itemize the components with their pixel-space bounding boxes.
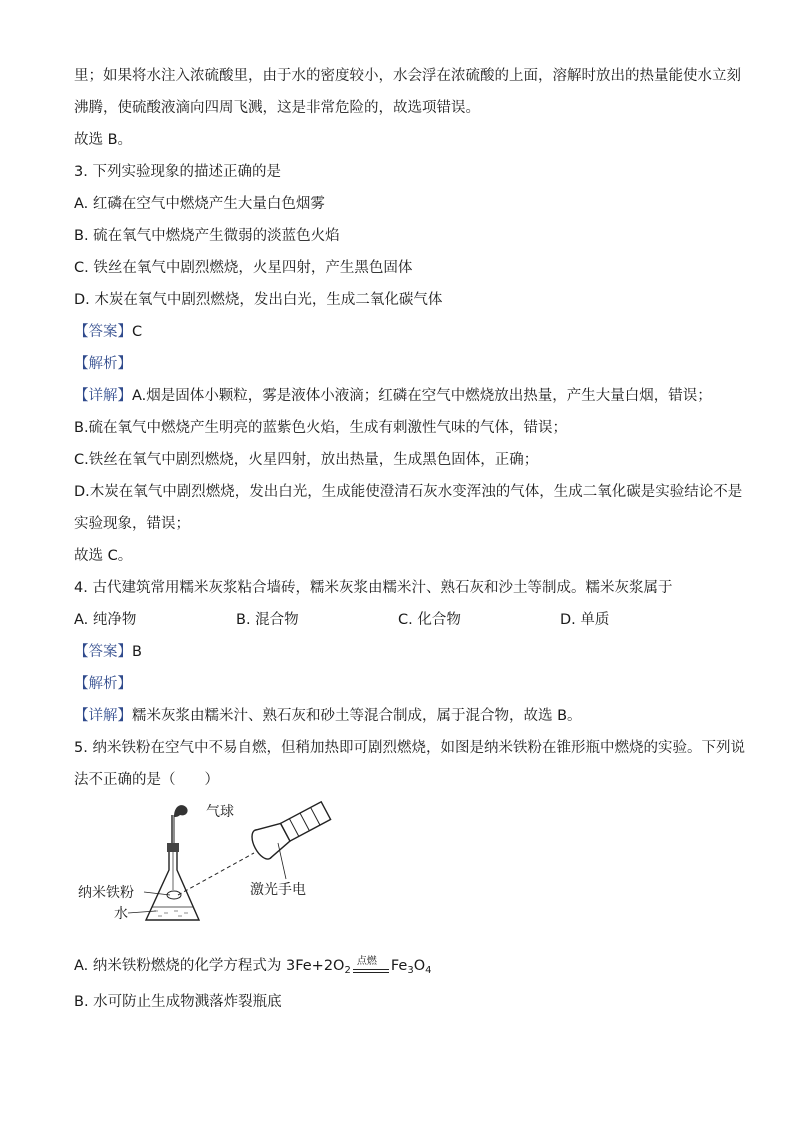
detail-text: 糯米灰浆由糯米汁、熟石灰和砂土等混合制成，属于混合物，故选 B。	[132, 708, 582, 724]
q4-analysis-tag: 【解析】	[74, 676, 132, 692]
flask-diagram	[74, 795, 334, 935]
q5-stem-line-1: 5. 纳米铁粉在空气中不易自燃，但稍加热即可剧烈燃烧，如图是纳米铁粉在锥形瓶中燃烧的实验。下列说	[74, 740, 745, 756]
q4-answer	[74, 642, 142, 662]
subscript: 4	[425, 965, 432, 976]
q3-detail-b: B.硫在氧气中燃烧产生明亮的蓝紫色火焰，生成有刺激性气味的气体，错误；	[74, 420, 568, 436]
stopper	[167, 843, 179, 852]
option-a-text: A. 纳米铁粉燃烧的化学方程式为 3Fe+2O	[74, 958, 345, 974]
prev-explanation-line-1: 里；如果将水注入浓硫酸里，由于水的密度较小，水会浮在浓硫酸的上面，溶解时放出的热量能使水立刻	[74, 68, 741, 84]
flashlight-label: 激光手电	[250, 882, 306, 898]
q4-stem: 4. 古代建筑常用糯米灰浆粘合墙砖，糯米灰浆由糯米汁、熟石灰和沙土等制成。糯米灰浆属于	[74, 580, 673, 596]
q5-option-a	[74, 956, 432, 981]
q3-option-a: A. 红磷在空气中燃烧产生大量白色烟雾	[74, 196, 325, 212]
subscript: 2	[344, 965, 351, 976]
q4-detail	[74, 706, 582, 726]
water-level	[146, 907, 199, 920]
laser-beam	[178, 853, 254, 895]
q4-option-d: D. 单质	[560, 612, 610, 628]
reaction-condition	[351, 956, 391, 976]
answer-value: C	[132, 324, 143, 340]
balloon-shape	[174, 805, 188, 817]
experiment-figure	[74, 795, 334, 935]
q4-option-a: A. 纯净物	[74, 612, 137, 628]
q3-choose: 故选 C。	[74, 548, 133, 564]
q3-stem: 3. 下列实验现象的描述正确的是	[74, 164, 281, 180]
iron-powder-label: 纳米铁粉	[78, 885, 134, 901]
condition-text: 点燃	[356, 956, 377, 967]
q3-answer	[74, 322, 142, 342]
equals-line-top	[353, 969, 389, 970]
q5-stem-line-2: 法不正确的是（ ）	[74, 772, 219, 788]
detail-text: A.烟是固体小颗粒，雾是液体小液滴；红磷在空气中燃烧放出热量，产生大量白烟，错误；	[132, 388, 712, 404]
q3-detail-c: C.铁丝在氧气中剧烈燃烧，火星四射，放出热量，生成黑色固体，正确；	[74, 452, 539, 468]
product-o: O	[413, 958, 426, 974]
answer-tag: 【答案】	[74, 324, 132, 340]
prev-choose: 故选 B。	[74, 132, 133, 148]
water-label: 水	[114, 906, 128, 922]
balloon-label: 气球	[206, 804, 234, 820]
q3-option-d: D. 木炭在氧气中剧烈燃烧，发出白光，生成二氧化碳气体	[74, 292, 443, 308]
q4-option-b: B. 混合物	[236, 612, 299, 628]
subscript: 3	[407, 965, 414, 976]
q3-option-c: C. 铁丝在氧气中剧烈燃烧，火星四射，产生黑色固体	[74, 260, 413, 276]
answer-value: B	[132, 644, 142, 660]
q5-option-b: B. 水可防止生成物溅落炸裂瓶底	[74, 994, 282, 1010]
q3-detail-a	[74, 386, 712, 406]
prev-explanation-line-2: 沸腾，使硫酸液滴向四周飞溅，这是非常危险的，故选项错误。	[74, 100, 480, 116]
answer-tag: 【答案】	[74, 644, 132, 660]
detail-tag: 【详解】	[74, 388, 132, 404]
q3-detail-d: D.木炭在氧气中剧烈燃烧，发出白光，生成能使澄清石灰水变浑浊的气体，生成二氧化碳是实验结论不是	[74, 484, 743, 500]
equals-line-bottom	[353, 972, 389, 973]
detail-tag: 【详解】	[74, 708, 132, 724]
q4-option-c: C. 化合物	[398, 612, 461, 628]
q3-detail-d-cont: 实验现象，错误；	[74, 516, 190, 532]
q3-analysis-tag: 【解析】	[74, 356, 132, 372]
product-fe: Fe	[390, 958, 408, 974]
laser-flashlight	[248, 796, 334, 862]
q3-option-b: B. 硫在氧气中燃烧产生微弱的淡蓝色火焰	[74, 228, 340, 244]
